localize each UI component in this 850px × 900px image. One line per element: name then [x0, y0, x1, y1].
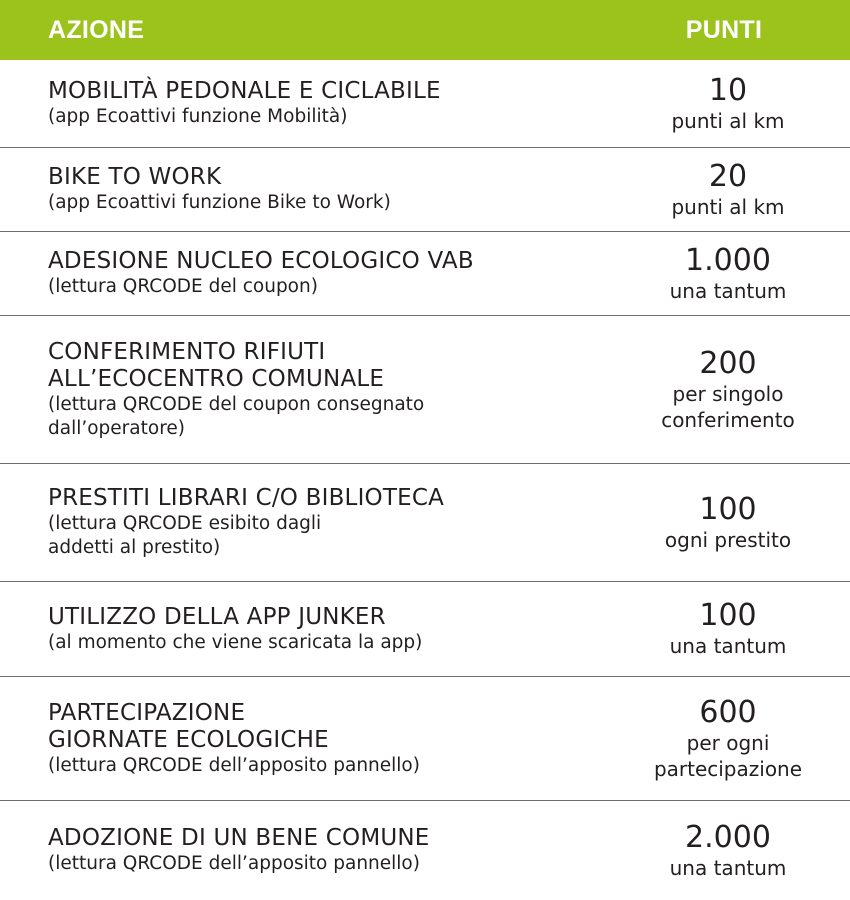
table-body [0, 60, 850, 900]
table-header [0, 0, 850, 60]
table-row [0, 60, 850, 148]
points-unit: per singolo [672, 381, 784, 406]
action-cell [0, 232, 474, 315]
points-cell [606, 316, 850, 463]
action-description: (app Ecoattivi funzione Mobilità) [48, 106, 348, 127]
points-value: 100 [699, 491, 757, 527]
points-value: 1.000 [685, 242, 771, 278]
points-unit: conferimento [661, 407, 795, 432]
points-unit: una tantum [669, 855, 787, 880]
points-cell [606, 677, 850, 800]
table-row [0, 148, 850, 232]
table-row [0, 464, 850, 582]
points-value: 200 [699, 345, 757, 381]
points-unit: punti al km [671, 194, 785, 219]
points-cell [606, 464, 850, 581]
points-cell [606, 148, 850, 231]
action-title: ADESIONE NUCLEO ECOLOGICO VAB [48, 248, 474, 274]
header-points-label: PUNTI [685, 15, 763, 44]
table-row [0, 232, 850, 316]
action-title: PRESTITI LIBRARI C/O BIBLIOTECA [48, 485, 445, 511]
table-row [0, 582, 850, 677]
action-title: CONFERIMENTO RIFIUTI [48, 338, 326, 365]
table-row [0, 316, 850, 464]
points-value: 100 [699, 598, 757, 633]
action-description: addetti al prestito) [48, 537, 221, 558]
points-cell [606, 801, 850, 900]
points-unit: una tantum [669, 278, 787, 303]
points-value: 600 [699, 694, 757, 730]
action-description: (lettura QRCODE del coupon) [48, 276, 318, 297]
action-cell [0, 801, 430, 900]
action-description: (lettura QRCODE esibito dagli [48, 513, 322, 534]
action-cell [0, 464, 444, 581]
points-unit: una tantum [669, 634, 787, 658]
action-cell [0, 316, 424, 463]
action-cell [0, 582, 422, 676]
points-unit: ogni prestito [664, 527, 792, 552]
action-description: dall’operatore) [48, 417, 185, 439]
action-cell [0, 60, 441, 147]
table-row [0, 677, 850, 801]
points-value: 10 [708, 72, 748, 108]
points-unit: punti al km [671, 108, 785, 133]
points-cell [606, 232, 850, 315]
action-description: (app Ecoattivi funzione Bike to Work) [48, 192, 391, 213]
action-description: (al momento che viene scaricata la app) [48, 631, 423, 653]
points-cell [606, 582, 850, 676]
action-cell [0, 148, 391, 231]
action-cell [0, 677, 420, 800]
points-unit: per ogni [686, 730, 770, 755]
table-row [0, 801, 850, 900]
action-title: GIORNATE ECOLOGICHE [48, 726, 329, 753]
action-description: (lettura QRCODE dell’apposito pannello) [48, 853, 420, 874]
points-value: 2.000 [685, 819, 771, 855]
action-title: UTILIZZO DELLA APP JUNKER [48, 603, 386, 630]
action-title: BIKE TO WORK [48, 164, 222, 190]
points-value: 20 [708, 158, 748, 194]
action-title: ALL’ECOCENTRO COMUNALE [48, 365, 385, 392]
action-description: (lettura QRCODE del coupon consegnato [48, 393, 425, 415]
points-cell [606, 60, 850, 147]
action-title: ADOZIONE DI UN BENE COMUNE [48, 825, 430, 851]
header-action-label: AZIONE [48, 15, 145, 44]
action-title: MOBILITÀ PEDONALE E CICLABILE [48, 78, 441, 104]
action-title: PARTECIPAZIONE [48, 699, 246, 726]
action-description: (lettura QRCODE dell’apposito pannello) [48, 754, 420, 776]
points-unit: partecipazione [653, 756, 803, 781]
